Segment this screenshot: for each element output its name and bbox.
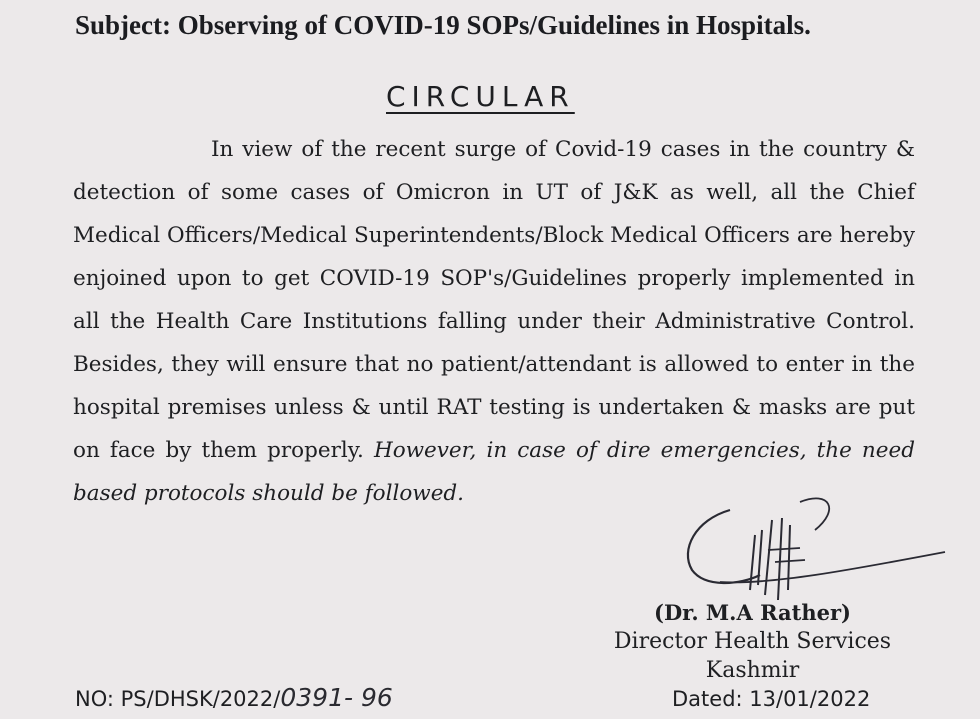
dated-line: Dated: 13/01/2022 [672,687,871,711]
subject-line: Subject: Observing of COVID-19 SOPs/Guidelines in Hospitals. [75,10,811,40]
reference-number [75,683,393,712]
body-italic-text: However, in case of dire emergencies, the need based protocols should be followed. [73,438,915,506]
circular-heading: CIRCULAR [386,80,575,113]
signatory-location: Kashmir [705,658,800,683]
body-main-text: In view of the recent surge of Covid-19 cases in the country & detection of some cases of Omicron in UT of J&K as well, all the Chief Medical Officers/Medical Superintendents/Block Medical Officers are hereby enjoined upon to get COVID-19 SOP's/Guidelines properly implemented in all the Health Care Institutions falling under their Administrative Control. Besides, they will ensure that no patient/attendant is allowed to enter in the hospital premises unless & until RAT testing is undertaken & masks are put on face by them properly. [73,137,915,463]
circular-body [73,128,915,515]
signatory-block [590,598,915,685]
reference-handwritten: 0391- 96 [280,683,393,712]
signatory-designation: Director Health Services [613,629,892,654]
reference-label: NO: PS/DHSK/2022/ [75,687,281,711]
signatory-name: (Dr. M.A Rather) [654,600,851,625]
